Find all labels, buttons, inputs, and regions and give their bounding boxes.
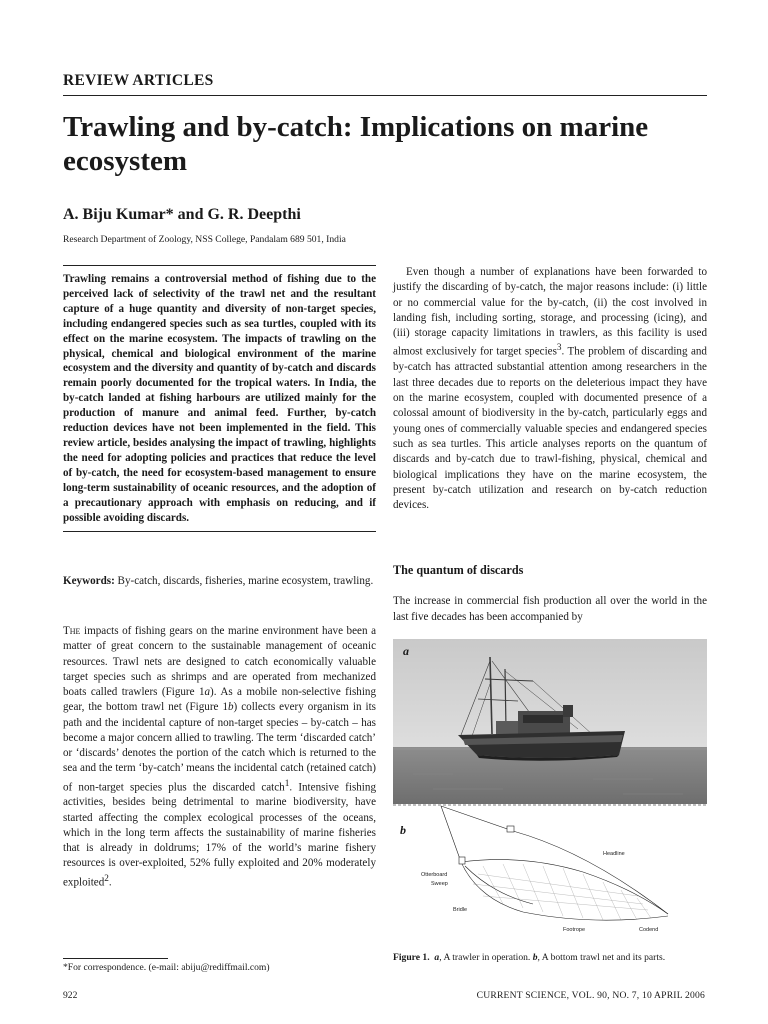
panel-label-a: a xyxy=(403,644,409,658)
keywords xyxy=(63,574,376,590)
caption-ref-a: a xyxy=(434,952,440,963)
label-footrope: Footrope xyxy=(563,927,586,933)
right-paragraph-1 xyxy=(393,265,707,513)
citation-3: 3 xyxy=(556,343,562,354)
caption-text-2: , A bottom trawl net and its parts. xyxy=(537,952,666,963)
footnote-rule xyxy=(63,958,168,959)
figure-caption xyxy=(393,952,707,965)
figure-ref-a: a xyxy=(204,686,211,698)
panel-label-b: b xyxy=(400,823,406,837)
citation-2: 2 xyxy=(104,873,109,884)
keywords-label: Keywords: xyxy=(63,575,115,587)
trawler-illustration xyxy=(393,639,707,804)
right-text-1: Even though a number of explanations have been forwarded to justify the discarding of by-catch, the major reasons include: (i) little or no commercial value for the by-catch, (ii) the cost involved in landing fish, including sorting, storage, and processing (icing), and (iii) storage capacity limitations in trawlers, as this facility is used almost exclusively for target species xyxy=(393,266,707,359)
section-heading: The quantum of discards xyxy=(393,563,524,577)
intro-text-1: impacts of fishing gears on the marine environment have been a matter of great concern to the sustainable management of oceanic resources. Trawl nets are designed to catch economically valuable target species such as shrimps and are operated from mechanized boats called trawlers (Figure 1 xyxy=(63,625,376,698)
right-text-2: . The problem of discarding and by-catch has attracted substantial attention among researchers in the last three decades due to reports on the deleterious impact they have on the marine ecosystem, coupled with documented presence of a colossal amount of biodiversity in the by-catch, particularly eggs and young ones of commercially valuable species and endangered species such as sea turtles. This article analyses reports on the quantum of discards and by-catch due to trawl-fishing, physical, chemical and biological implications they have on the marine ecosystem, the present by-catch utilization and research on by-catch reduction devices. xyxy=(393,346,707,512)
journal-citation: CURRENT SCIENCE, VOL. 90, NO. 7, 10 APRIL 2006 xyxy=(476,990,705,1001)
figure-ref-b: b xyxy=(228,701,234,714)
correspondence-footnote: *For correspondence. (e-mail: abiju@rediffmail.com) xyxy=(63,962,270,973)
label-sweep: Sweep xyxy=(431,881,448,887)
keywords-text: By-catch, discards, fisheries, marine ecosystem, trawling. xyxy=(117,575,374,587)
intro-text-5: . xyxy=(108,876,112,889)
intro-paragraph xyxy=(63,624,376,891)
trawl-net-svg xyxy=(393,804,707,939)
caption-ref-b: b xyxy=(532,952,538,963)
figure-1 xyxy=(393,639,707,939)
trawler-photo xyxy=(393,639,707,804)
label-bridle: Bridle xyxy=(453,907,468,913)
intro-dropcap: The xyxy=(63,625,81,637)
abstract-top-rule xyxy=(63,265,376,266)
header-rule xyxy=(63,95,707,96)
label-otterboard: Otterboard xyxy=(421,872,448,878)
intro-text-3: ) collects every organism in its path and the incidental capture of non-target species – by-catch – has become a major concern allied to trawling. The term ‘discarded catch’ or ‘discards’ denotes the portion of the catch which is returned to the sea and the term ‘by-catch’ means the incidental catch (retained catch) of non-target species plus the discarded catch xyxy=(63,701,376,794)
abstract-bottom-rule xyxy=(63,531,376,532)
intro-text-2: ). As a mobile non-selective fishing gear, the bottom trawl net (Figure 1 xyxy=(63,686,376,714)
caption-label: Figure 1. xyxy=(393,952,430,963)
page-number: 922 xyxy=(63,990,78,1001)
abstract: Trawling remains a controversial method of fishing due to the perceived lack of selectivity of the trawl net and the resultant capture of a huge quantity and diversity of non-target species, including endangered species such as sea turtles, coupled with its effect on the marine ecosystem. The impacts of trawling on the physical, chemical and biological environment of the marine ecosystem and the diversity and quantity of by-catch and discards remain poorly documented for the tropical waters. In India, the by-catch landed at fishing harbours are utilized mainly for the production of manure and animal feed. Further, by-catch reduction devices have not been implemented in the field. This review article, besides analysing the impact of trawling, highlights the need for adopting policies and practices that reduce the level of by-catch, the need for ecosystem-based management to ensure long-term sustainability of oceanic resources, and the adoption of a precautionary approach with emphasis on reducing, and if possible avoiding discards. xyxy=(63,273,376,524)
trawl-net-diagram xyxy=(393,804,707,939)
section-label: REVIEW ARTICLES xyxy=(63,72,214,89)
citation-1: 1 xyxy=(284,778,290,789)
abstract-box xyxy=(63,265,376,532)
label-codend: Codend xyxy=(639,927,659,933)
label-headline: Headline xyxy=(603,851,625,857)
article-title: Trawling and by-catch: Implications on marine ecosystem xyxy=(63,111,649,177)
caption-text-1: , A trawler in operation. xyxy=(439,952,533,963)
authors: A. Biju Kumar* and G. R. Deepthi xyxy=(63,206,301,223)
affiliation: Research Department of Zoology, NSS College, Pandalam 689 501, India xyxy=(63,234,346,245)
right-paragraph-2: The increase in commercial fish production all over the world in the last five decades has been accompanied by xyxy=(393,595,707,623)
intro-text-4: . Intensive fishing activities, besides being detrimental to marine biodiversity, have started affecting the complex ecological processes of the oceans, which in the long term affects the sustainability of marine fisheries that is already in doldrums; 17% of the world’s marine fishery resources is over-exploited, 52% fully exploited and 20% moderately exploited xyxy=(63,781,376,889)
